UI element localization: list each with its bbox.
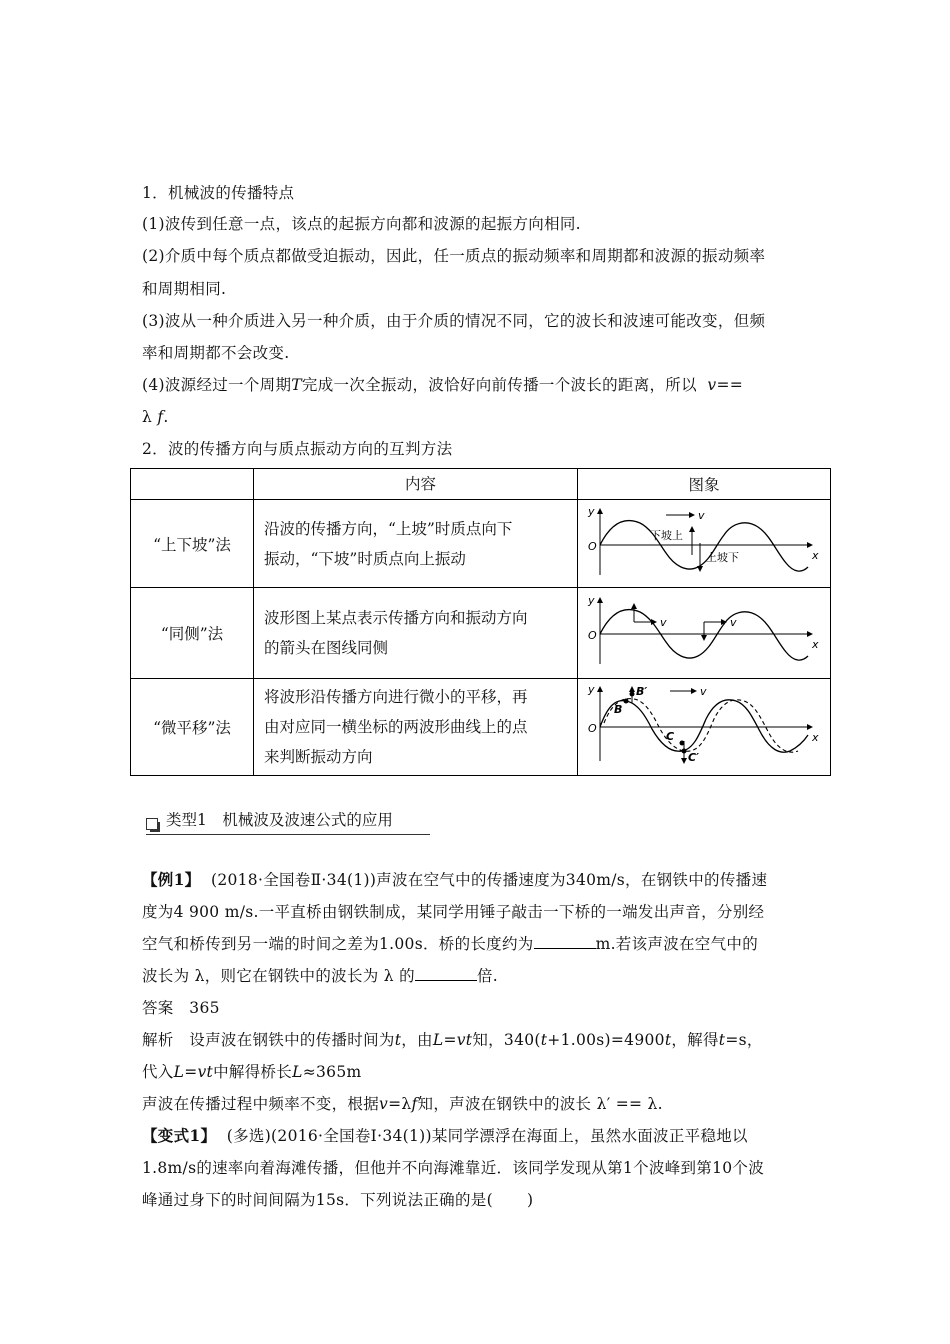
method-figure-cell (578, 500, 831, 588)
description-line: 波形图上某点表示传播方向和振动方向 (264, 609, 528, 627)
vt-symbol: vt (197, 1063, 214, 1081)
same-side-figure (586, 592, 822, 674)
analysis-text: ，由 (401, 1031, 433, 1049)
origin-label: O (588, 629, 597, 642)
analysis-text: =s， (725, 1031, 763, 1049)
table-row (131, 679, 831, 776)
example-text: 倍. (476, 967, 498, 985)
method-description (254, 588, 578, 679)
type-heading-text: 类型1 机械波及波速公式的应用 (166, 811, 393, 829)
time-symbol: t (394, 1031, 402, 1049)
analysis-text: 知，340( (472, 1031, 541, 1049)
header-image: 图象 (578, 469, 831, 500)
equals-sign: = (443, 1031, 457, 1049)
methods-table (130, 468, 831, 776)
header-content: 内容 (254, 469, 578, 500)
v-label: v (730, 616, 737, 629)
analysis-line-2 (142, 1062, 361, 1082)
analysis-text: 代入 (142, 1063, 174, 1081)
answer-blank[interactable] (534, 934, 596, 949)
method-figure-cell (578, 588, 831, 679)
method-figure-cell (578, 679, 831, 776)
analysis-text: 知，声波在钢铁中的波长 λ′ == λ. (417, 1095, 663, 1113)
paragraph-4-line-2 (142, 407, 169, 427)
description-line: 的箭头在图线同侧 (264, 639, 389, 657)
header-blank (131, 469, 254, 500)
answer-label: 答案 (142, 999, 174, 1017)
analysis-text: 中解得桥长 (213, 1063, 293, 1081)
origin-label: O (588, 722, 597, 735)
description-line: 振动，“下坡”时质点向上振动 (264, 549, 466, 568)
analysis-text: 设声波在钢铁中的传播时间为 (189, 1031, 395, 1049)
paragraph-3-line-2: 率和周期都不会改变. (142, 344, 290, 362)
analysis-line-1 (142, 1030, 763, 1050)
paragraph-1: (1)波传到任意一点，该点的起振方向都和波源的起振方向相同. (142, 215, 581, 233)
x-label: x (812, 731, 819, 744)
example-text: 空气和桥传到另一端的时间之差为1.00s．桥的长度约为 (142, 935, 534, 953)
time-symbol: t (540, 1031, 548, 1049)
variant-text: (多选)(2016·全国卷Ⅰ·34(1))某同学漂浮在海面上，虽然水面波正平稳地以 (226, 1127, 748, 1145)
lambda-symbol: λ (401, 1095, 412, 1113)
wave-curve (600, 520, 808, 571)
paragraph-4-line-1 (142, 375, 743, 395)
vt-symbol: vt (456, 1031, 473, 1049)
example-line-3 (142, 934, 758, 954)
v-label: v (698, 508, 705, 522)
lambda-symbol: λ (142, 408, 153, 426)
example-line-4 (142, 966, 498, 986)
analysis-text: 声波在传播过程中频率不变，根据 (142, 1095, 380, 1113)
description-line: 来判断振动方向 (264, 748, 373, 766)
frequency-symbol: f (157, 408, 164, 426)
variant-line-1 (142, 1126, 748, 1146)
label-c: C (666, 730, 675, 743)
x-label: x (812, 548, 819, 562)
table-row (131, 500, 831, 588)
label-b-prime: B′ (636, 685, 648, 698)
variant-text: 峰通过身下的时间间隔为15s．下列说法正确的是( (142, 1191, 493, 1209)
method-name: “同侧”法 (131, 588, 254, 679)
y-label: y (588, 594, 595, 607)
example-text: m.若该声波在空气中的 (595, 935, 759, 953)
period-mark: . (163, 408, 169, 426)
answer-value: 365 (189, 999, 220, 1017)
analysis-line-3 (142, 1094, 663, 1114)
paragraph-2-line-1: (2)介质中每个质点都做受迫振动，因此，任一质点的振动频率和周期都和波源的振动频率 (142, 247, 766, 265)
analysis-text: +1.00s)=4900 (547, 1031, 665, 1049)
equals-sign: == (716, 376, 744, 394)
y-label: y (588, 504, 595, 518)
variant-tag: 【变式1】 (142, 1126, 217, 1145)
method-name: “上下坡”法 (131, 500, 254, 588)
time-symbol: t (718, 1031, 726, 1049)
method-name: “微平移”法 (131, 679, 254, 776)
paragraph-2-line-2: 和周期相同. (142, 280, 227, 298)
paragraph-4-text-2: 完成一次全振动，波恰好向前传播一个波长的距离，所以 (301, 376, 697, 394)
description-line: 将波形沿传播方向进行微小的平移，再 (264, 688, 528, 706)
analysis-text: ≈365m (302, 1063, 362, 1081)
description-line: 沿波的传播方向，“上坡”时质点向下 (264, 519, 513, 538)
analysis-label: 解析 (142, 1031, 174, 1049)
description-line: 由对应同一横坐标的两波形曲线上的点 (264, 718, 528, 736)
wave-curve (600, 700, 808, 752)
section-2-title: 2．波的传播方向与质点振动方向的互判方法 (142, 440, 453, 458)
velocity-symbol: v (707, 376, 717, 394)
section-1-title: 1．机械波的传播特点 (142, 184, 295, 202)
uphill-down-label: 上坡下 (706, 550, 739, 564)
small-shift-figure (586, 683, 822, 771)
example-line-1 (142, 870, 767, 890)
section-marker-icon (146, 818, 160, 832)
analysis-text: ，解得 (671, 1031, 719, 1049)
equals-sign: = (184, 1063, 198, 1081)
paragraph-3-line-1: (3)波从一种介质进入另一种介质，由于介质的情况不同，它的波长和波速可能改变，但频 (142, 312, 766, 330)
answer-blank[interactable] (415, 966, 477, 981)
v-label: v (700, 685, 707, 698)
variant-text: ) (526, 1191, 534, 1209)
example-line-2: 度为4 900 m/s.一平直桥由钢铁制成，某同学用锤子敲击一下桥的一端发出声音，分别经 (142, 903, 765, 921)
method-description (254, 679, 578, 776)
point-b (624, 699, 629, 704)
time-symbol: t (664, 1031, 672, 1049)
origin-label: O (588, 539, 597, 553)
v-label: v (660, 616, 667, 629)
x-label: x (812, 638, 819, 651)
period-symbol: T (291, 376, 302, 394)
example-tag: 【例1】 (142, 870, 201, 889)
frequency-symbol: f (411, 1095, 418, 1113)
velocity-symbol: v (379, 1095, 389, 1113)
equals-sign: = (388, 1095, 402, 1113)
length-symbol: L (432, 1031, 444, 1049)
y-label: y (588, 683, 595, 696)
label-b: B (614, 703, 623, 716)
table-header-row (131, 469, 831, 500)
example-text: (2018·全国卷Ⅱ·34(1))声波在空气中的传播速度为340m/s，在钢铁中的传播速 (210, 871, 768, 889)
length-symbol: L (292, 1063, 303, 1081)
paragraph-4-text: (4)波源经过一个周期 (142, 376, 292, 394)
uphill-downhill-figure (586, 503, 822, 585)
table-row (131, 588, 831, 679)
length-symbol: L (173, 1063, 185, 1081)
answer-line (142, 998, 220, 1018)
method-description (254, 500, 578, 588)
label-c-prime: C′ (688, 751, 699, 764)
variant-line-3 (142, 1190, 533, 1210)
downhill-up-label: 下坡上 (650, 528, 683, 542)
type-heading (146, 808, 430, 835)
example-text: 波长为 λ，则它在钢铁中的波长为 λ 的 (142, 967, 415, 985)
variant-line-2: 1.8m/s的速率向着海滩传播，但他并不向海滩靠近．该同学发现从第1个波峰到第10个波 (142, 1159, 765, 1177)
